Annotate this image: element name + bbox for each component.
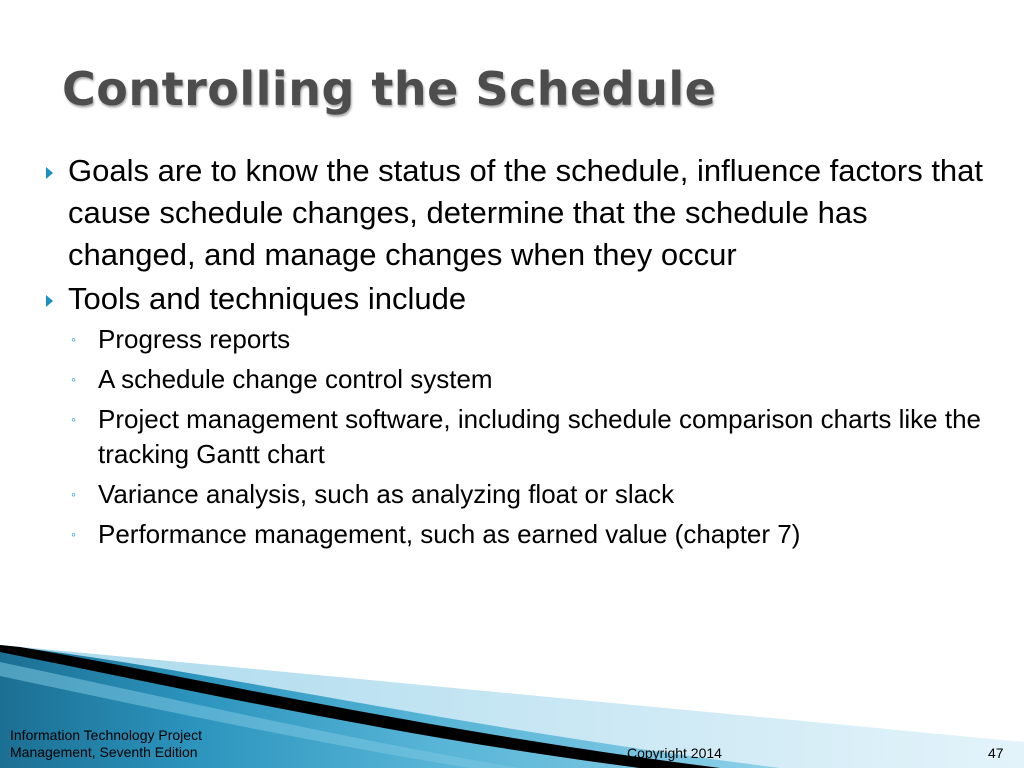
circle-bullet-icon: ◦ [71,371,76,387]
slide-title: Controlling the Schedule [62,62,717,116]
footer-book-title-line1: Information Technology Project [10,727,202,743]
sub-bullet-text: Project management software, including schedule comparison charts like the tracking Gantt chart [98,404,982,469]
sub-bullet-text: Progress reports [98,324,291,354]
sub-bullet-item [40,402,1000,472]
sub-bullet-text: Variance analysis, such as analyzing float or slack [98,479,675,509]
sub-bullet-text: A schedule change control system [98,364,493,394]
circle-bullet-icon: ◦ [71,486,76,502]
triangle-bullet-icon [46,295,53,307]
bullet-text: Goals are to know the status of the schedule, influence factors that cause schedule changes, determine that the schedule has changed, and manage changes when they occur [68,153,984,272]
bullet-text: Tools and techniques include [68,281,467,316]
sub-bullet-item [40,517,1000,552]
footer-book-title [10,727,202,761]
sub-bullet-item [40,477,1000,512]
circle-bullet-icon: ◦ [71,411,76,427]
sub-bullet-item [40,362,1000,397]
circle-bullet-icon: ◦ [71,331,76,347]
bullet-item [40,278,1000,320]
footer-copyright: Copyright 2014 [627,745,722,761]
slide-content [40,150,1000,557]
footer-book-title-line2: Management, Seventh Edition [10,744,198,760]
sub-bullet-item [40,322,1000,357]
triangle-bullet-icon [46,167,53,179]
sub-bullet-text: Performance management, such as earned value (chapter 7) [98,519,801,549]
bullet-item [40,150,1000,276]
slide-number: 47 [988,745,1004,761]
circle-bullet-icon: ◦ [71,526,76,542]
